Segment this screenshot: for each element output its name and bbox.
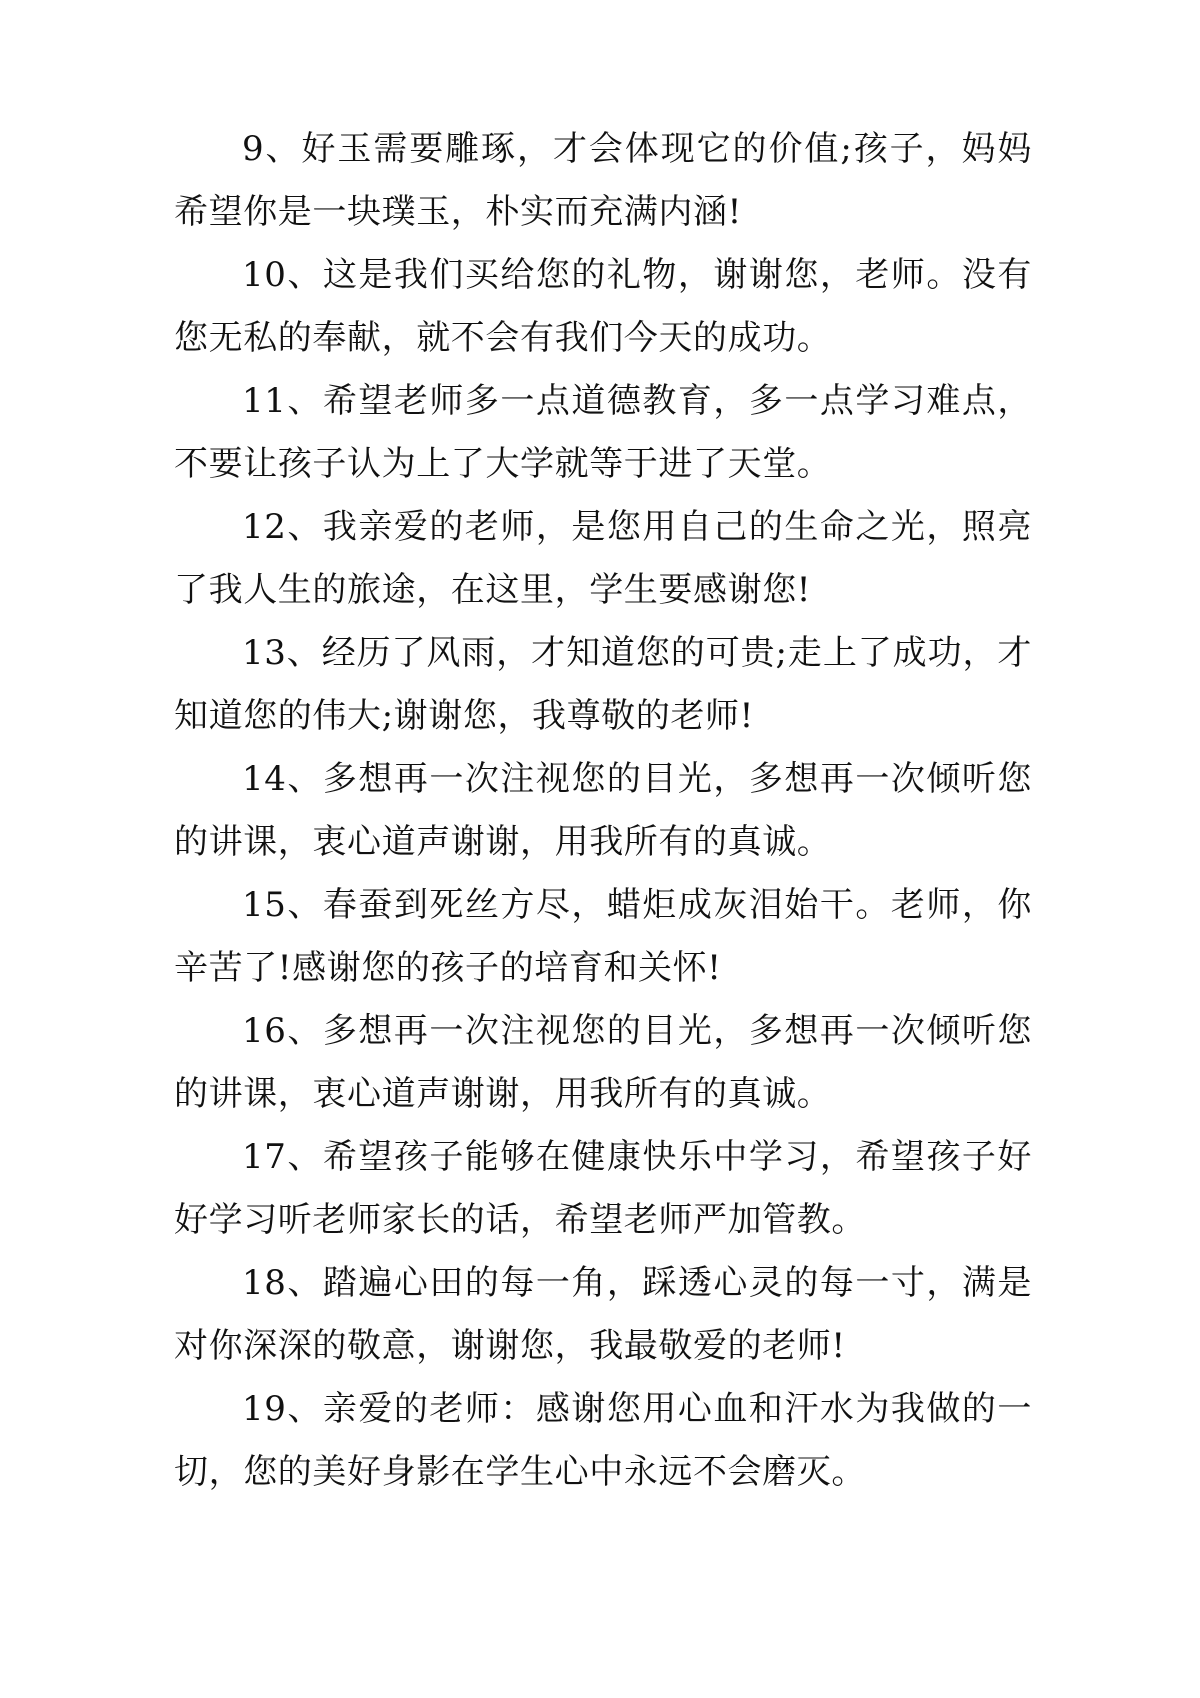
paragraph-11: 11、希望老师多一点道德教育，多一点学习难点，不要让孩子认为上了大学就等于进了天堂。 <box>174 381 1032 484</box>
paragraph-12: 12、我亲爱的老师，是您用自己的生命之光，照亮了我人生的旅途，在这里，学生要感谢您! <box>174 507 1032 610</box>
paragraph-9: 9、好玉需要雕琢，才会体现它的价值;孩子，妈妈希望你是一块璞玉，朴实而充满内涵! <box>174 129 1032 232</box>
paragraph-15: 15、春蚕到死丝方尽，蜡炬成灰泪始干。老师，你辛苦了!感谢您的孩子的培育和关怀! <box>174 885 1032 988</box>
paragraph-17: 17、希望孩子能够在健康快乐中学习，希望孩子好好学习听老师家长的话，希望老师严加管教。 <box>174 1137 1032 1240</box>
paragraph-19: 19、亲爱的老师：感谢您用心血和汗水为我做的一切，您的美好身影在学生心中永远不会磨灭。 <box>174 1389 1032 1492</box>
paragraph-13: 13、经历了风雨，才知道您的可贵;走上了成功，才知道您的伟大;谢谢您，我尊敬的老师! <box>174 633 1032 736</box>
paragraph-16: 16、多想再一次注视您的目光，多想再一次倾听您的讲课，衷心道声谢谢，用我所有的真诚。 <box>174 1011 1032 1114</box>
paragraph-18: 18、踏遍心田的每一角，踩透心灵的每一寸，满是对你深深的敬意，谢谢您，我最敬爱的老师! <box>174 1263 1032 1366</box>
paragraph-10: 10、这是我们买给您的礼物，谢谢您，老师。没有您无私的奉献，就不会有我们今天的成功。 <box>174 255 1032 358</box>
paragraph-14: 14、多想再一次注视您的目光，多想再一次倾听您的讲课，衷心道声谢谢，用我所有的真诚。 <box>174 759 1032 862</box>
document-body <box>174 118 1032 1504</box>
